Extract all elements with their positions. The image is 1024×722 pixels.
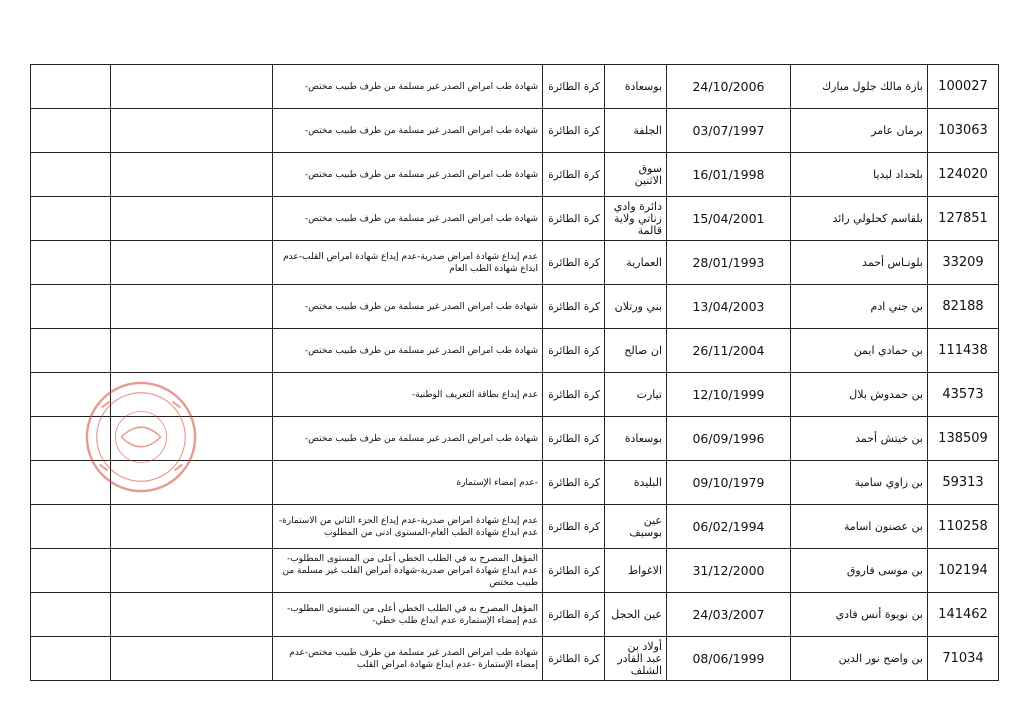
sport-cell: كرة الطائرة (543, 241, 605, 285)
id-cell: 59313 (928, 461, 999, 505)
empty-cell (111, 65, 273, 109)
id-cell: 127851 (928, 197, 999, 241)
table-row (31, 593, 999, 637)
name-cell: بازة مالك جلول مبارك (791, 65, 928, 109)
name-cell: بلونـاس أحمد (791, 241, 928, 285)
sport-cell: كرة الطائرة (543, 637, 605, 681)
sport-cell: كرة الطائرة (543, 417, 605, 461)
empty-cell (31, 109, 111, 153)
table-row (31, 285, 999, 329)
table-row (31, 109, 999, 153)
table-row (31, 549, 999, 593)
birthplace-cell: تيارت (605, 373, 667, 417)
birthplace-cell: بني ورتلان (605, 285, 667, 329)
name-cell: بن حمادي ايمن (791, 329, 928, 373)
birthdate-cell: 08/06/1999 (667, 637, 791, 681)
observation-cell: شهادة طب امراض الصدر غير مسلمة من طرف طبيب مختص-عدم إمضاء الإستمارة -عدم ايداع شهادة امراض القلب (273, 637, 543, 681)
empty-cell (31, 549, 111, 593)
observation-cell: شهادة طب امراض الصدر غير مسلمة من طرف طبيب مختص- (273, 65, 543, 109)
name-cell: بن عصنون اسامة (791, 505, 928, 549)
empty-cell (111, 505, 273, 549)
birthdate-cell: 16/01/1998 (667, 153, 791, 197)
empty-cell (31, 505, 111, 549)
empty-cell (31, 197, 111, 241)
sport-cell: كرة الطائرة (543, 329, 605, 373)
observation-cell: عدم إيداع شهادة امراض صدرية-عدم إيداع شهادة امراض القلب-عدم ايداع شهادة الطب العام (273, 241, 543, 285)
id-cell: 110258 (928, 505, 999, 549)
table-row (31, 197, 999, 241)
sport-cell: كرة الطائرة (543, 505, 605, 549)
empty-cell (111, 593, 273, 637)
empty-cell (111, 241, 273, 285)
sport-cell: كرة الطائرة (543, 65, 605, 109)
birthplace-cell: ان صالح (605, 329, 667, 373)
empty-cell (111, 109, 273, 153)
empty-cell (31, 285, 111, 329)
observation-cell: المؤهل المصرح به في الطلب الخطي أعلى من المستوى المطلوب-عدم ايداع شهادة امراض صدرية-شهادة أمراض القلب غير مسلمة من طبيب مختص (273, 549, 543, 593)
official-stamp (82, 378, 200, 496)
table-row (31, 241, 999, 285)
observation-cell: شهادة طب امراض الصدر غير مسلمة من طرف طبيب مختص- (273, 197, 543, 241)
birthdate-cell: 24/03/2007 (667, 593, 791, 637)
sport-cell: كرة الطائرة (543, 461, 605, 505)
id-cell: 102194 (928, 549, 999, 593)
id-cell: 103063 (928, 109, 999, 153)
id-cell: 111438 (928, 329, 999, 373)
table-row (31, 637, 999, 681)
birthdate-cell: 06/09/1996 (667, 417, 791, 461)
name-cell: بلقاسم كحلولي رائد (791, 197, 928, 241)
name-cell: بلحداد ليديا (791, 153, 928, 197)
name-cell: بن نويوة أنس فادي (791, 593, 928, 637)
empty-cell (31, 241, 111, 285)
birthdate-cell: 15/04/2001 (667, 197, 791, 241)
table-row (31, 505, 999, 549)
name-cell: بن خيتش أحمد (791, 417, 928, 461)
sport-cell: كرة الطائرة (543, 197, 605, 241)
birthplace-cell: بوسعادة (605, 65, 667, 109)
empty-cell (111, 549, 273, 593)
birthdate-cell: 03/07/1997 (667, 109, 791, 153)
sport-cell: كرة الطائرة (543, 549, 605, 593)
id-cell: 43573 (928, 373, 999, 417)
observation-cell: شهادة طب امراض الصدر غير مسلمة من طرف طبيب مختص- (273, 285, 543, 329)
id-cell: 124020 (928, 153, 999, 197)
birthplace-cell: البليدة (605, 461, 667, 505)
birthplace-cell: العمارية (605, 241, 667, 285)
id-cell: 100027 (928, 65, 999, 109)
observation-cell: شهادة طب امراض الصدر غير مسلمة من طرف طبيب مختص- (273, 329, 543, 373)
birthdate-cell: 26/11/2004 (667, 329, 791, 373)
id-cell: 138509 (928, 417, 999, 461)
candidates-table (30, 64, 999, 681)
birthdate-cell: 09/10/1979 (667, 461, 791, 505)
sport-cell: كرة الطائرة (543, 593, 605, 637)
empty-cell (111, 197, 273, 241)
empty-cell (31, 329, 111, 373)
name-cell: بن جني ادم (791, 285, 928, 329)
birthplace-cell: عين بوسيف (605, 505, 667, 549)
id-cell: 71034 (928, 637, 999, 681)
empty-cell (111, 329, 273, 373)
sport-cell: كرة الطائرة (543, 285, 605, 329)
empty-cell (31, 637, 111, 681)
birthplace-cell: دائرة وادي زناتي ولاية قالمة (605, 197, 667, 241)
sport-cell: كرة الطائرة (543, 153, 605, 197)
birthplace-cell: سوق الاثنين (605, 153, 667, 197)
observation-cell: -عدم إمضاء الإستمارة (273, 461, 543, 505)
birthplace-cell: أولاد بن عبد القادر الشلف (605, 637, 667, 681)
birthplace-cell: الاغواط (605, 549, 667, 593)
id-cell: 82188 (928, 285, 999, 329)
birthdate-cell: 12/10/1999 (667, 373, 791, 417)
id-cell: 33209 (928, 241, 999, 285)
empty-cell (111, 637, 273, 681)
name-cell: بن حمدوش بلال (791, 373, 928, 417)
sport-cell: كرة الطائرة (543, 109, 605, 153)
table-row (31, 65, 999, 109)
name-cell: بن زاوي سامية (791, 461, 928, 505)
birthdate-cell: 06/02/1994 (667, 505, 791, 549)
birthdate-cell: 24/10/2006 (667, 65, 791, 109)
sport-cell: كرة الطائرة (543, 373, 605, 417)
birthdate-cell: 31/12/2000 (667, 549, 791, 593)
observation-cell: شهادة طب امراض الصدر غير مسلمة من طرف طبيب مختص- (273, 153, 543, 197)
table-row (31, 329, 999, 373)
birthplace-cell: عين الحجل (605, 593, 667, 637)
birthplace-cell: الجلفة (605, 109, 667, 153)
empty-cell (31, 153, 111, 197)
empty-cell (111, 285, 273, 329)
birthdate-cell: 13/04/2003 (667, 285, 791, 329)
empty-cell (31, 65, 111, 109)
observation-cell: شهادة طب امراض الصدر غير مسلمة من طرف طبيب مختص- (273, 109, 543, 153)
observation-cell: عدم إيداع شهادة امراض صدرية-عدم إيداع الجزء الثاني من الاستمارة-عدم ايداع شهادة الطب العام-المستوى ادنى من المطلوب (273, 505, 543, 549)
name-cell: برمان عامر (791, 109, 928, 153)
birthdate-cell: 28/01/1993 (667, 241, 791, 285)
observation-cell: شهادة طب امراض الصدر غير مسلمة من طرف طبيب مختص- (273, 417, 543, 461)
observation-cell: المؤهل المصرح به في الطلب الخطي أعلى من المستوى المطلوب-عدم إمضاء الإستمارة عدم ايداع طلب خطي- (273, 593, 543, 637)
observation-cell: عدم إيداع بطاقة التعريف الوطنية- (273, 373, 543, 417)
name-cell: بن موسى فاروق (791, 549, 928, 593)
name-cell: بن واضح نور الدين (791, 637, 928, 681)
empty-cell (111, 153, 273, 197)
birthplace-cell: بوسعادة (605, 417, 667, 461)
id-cell: 141462 (928, 593, 999, 637)
table-row (31, 153, 999, 197)
empty-cell (31, 593, 111, 637)
